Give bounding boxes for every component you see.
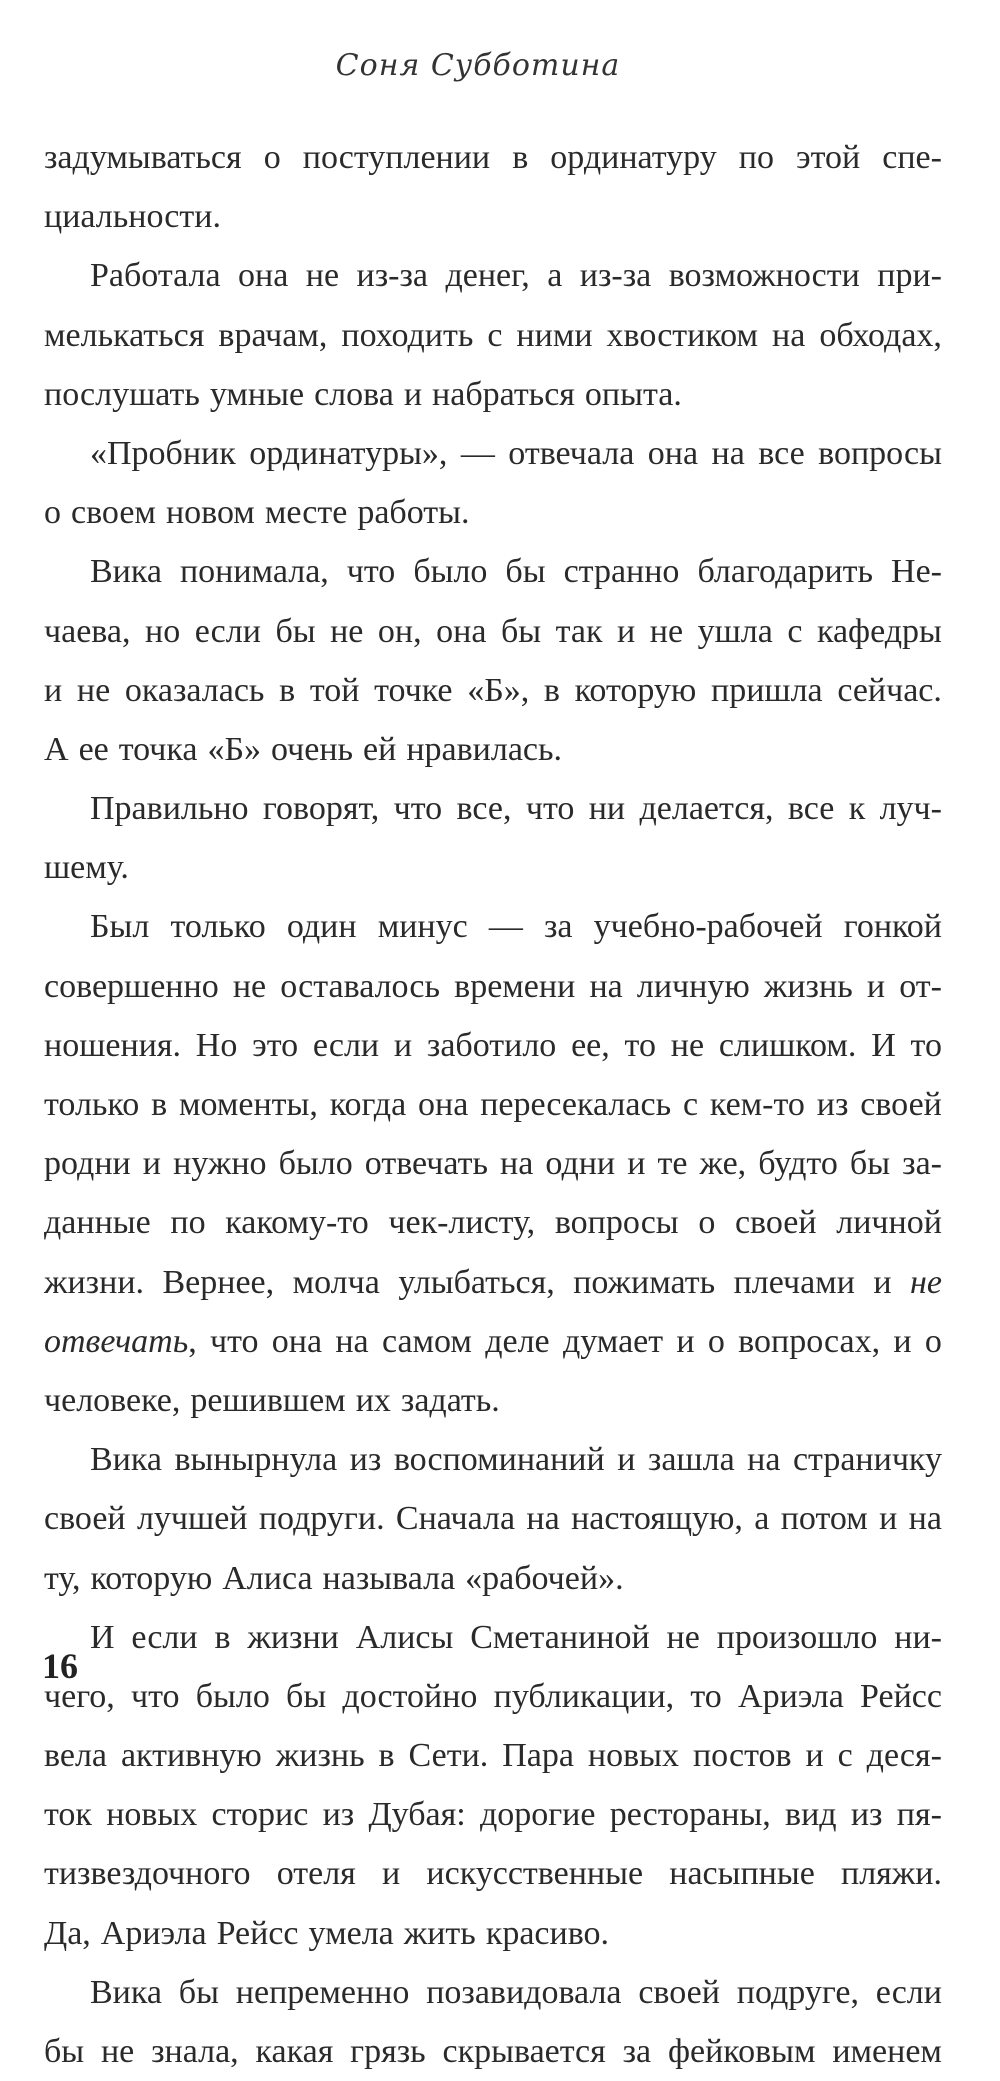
text-line: задумываться о поступлении в ординатуру по этой спе- [44, 139, 942, 176]
text-line: ту, которую Алиса называла «рабочей». [44, 1559, 624, 1597]
text-line: только в моменты, когда она пересекалась с кем-то из своей [44, 1086, 942, 1123]
body-text [44, 128, 942, 2081]
text-line: своей лучшей подруги. Сначала на настоящую, а потом и на [44, 1500, 942, 1538]
text-line: данные по какому-то чек-листу, вопросы о своей личной [44, 1204, 942, 1242]
text-line: ношения. Но это если и заботило ее, то не слишком. И то [44, 1026, 942, 1064]
text-line: Вика бы непременно позавидовала своей подруге, если [90, 1973, 942, 2011]
text-line: шему. [44, 849, 129, 887]
text-line: о своем новом месте работы. [44, 494, 470, 532]
text-line: Работала она не из-за денег, а из-за возможности при- [90, 257, 942, 295]
text-line: тизвездочного отеля и искусственные насыпные пляжи. [44, 1855, 942, 1893]
text-line: совершенно не оставалось времени на личную жизнь и от- [44, 967, 942, 1005]
text-line: Правильно говорят, что все, что ни делается, все к луч- [90, 790, 942, 828]
text-line: циальности. [44, 198, 221, 236]
text-line: мелькаться врачам, походить с ними хвостиком на обходах, [44, 316, 942, 354]
text-line: чего, что было бы достойно публикации, то Ариэла Рейсс [44, 1677, 942, 1715]
text-line: послушать умные слова и набраться опыта. [44, 375, 682, 413]
text-line: бы не знала, какая грязь скрывается за фейковым именем [44, 2033, 942, 2070]
text-line: Да, Ариэла Рейсс умела жить красиво. [44, 1914, 610, 1952]
text-line: вела активную жизнь в Сети. Пара новых постов и с деся- [44, 1737, 942, 1775]
text-line: Вика вынырнула из воспоминаний и зашла на страничку [90, 1441, 942, 1479]
text-line: А ее точка «Б» очень ей нравилась. [44, 730, 563, 768]
text-line: жизни. Вернее, молча улыбаться, пожимать плечами и не [44, 1263, 942, 1301]
text-line: чаева, но если бы не он, она бы так и не ушла с кафедры [44, 612, 942, 650]
text-line: ток новых сторис из Дубая: дорогие рестораны, вид из пя- [44, 1796, 942, 1834]
text-line: И если в жизни Алисы Сметаниной не произошло ни- [90, 1618, 942, 1656]
text-line: Вика понимала, что было бы странно благодарить Не- [90, 553, 942, 591]
text-line: человеке, решившем их задать. [44, 1381, 500, 1419]
text-line: отвечать, что она на самом деле думает и о вопросах, и о [44, 1322, 942, 1360]
text-line: родни и нужно было отвечать на одни и те же, будто бы за- [44, 1145, 942, 1183]
text-line: и не оказалась в той точке «Б», в которую пришла сейчас. [44, 671, 942, 709]
text-line: «Пробник ординатуры», — отвечала она на все вопросы [90, 434, 942, 472]
running-head: Соня Субботина [335, 48, 621, 83]
text-line: Был только один минус — за учебно-рабочей гонкой [90, 908, 942, 946]
page-number: 16 [42, 1646, 78, 1686]
